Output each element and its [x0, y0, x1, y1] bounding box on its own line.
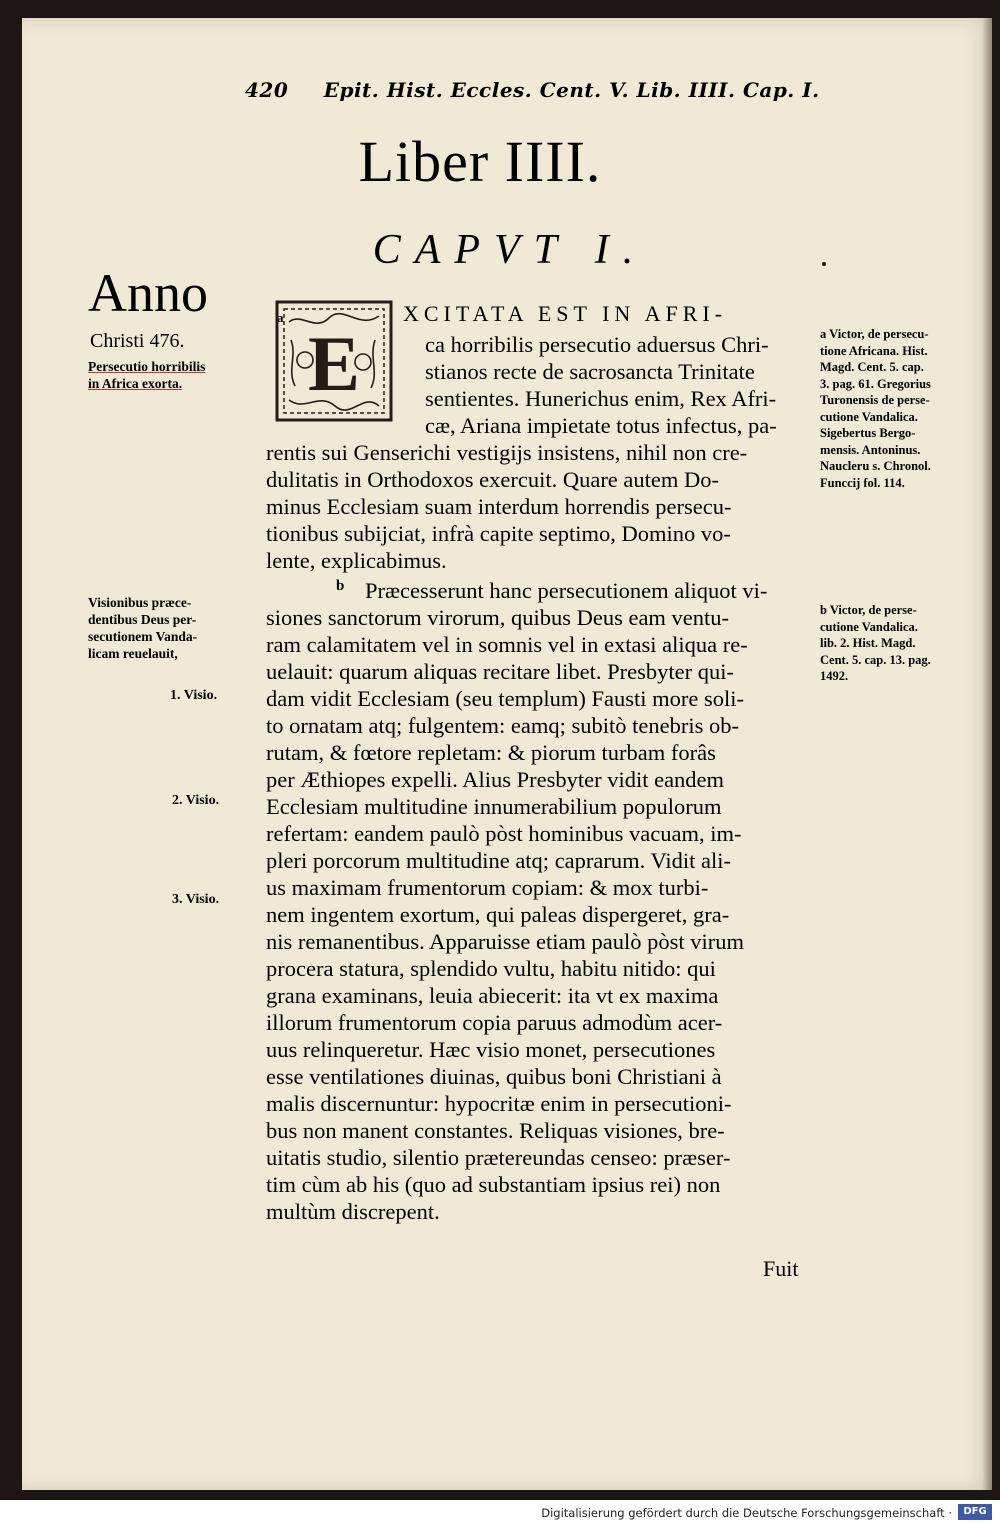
text-line-22: nem ingentem exortum, qui paleas dispergeret, gra- [266, 902, 730, 927]
text-line-25: grana examinans, leuia abiecerit: ita vt ex maxima [266, 983, 719, 1008]
margin-visio-3: 3. Visio. [172, 892, 220, 907]
text-line-16: rutam, & fœtore repletam: & piorum turbam forâs [266, 740, 716, 765]
ref-mark-a: a [277, 310, 284, 325]
year-label: Anno [88, 263, 208, 323]
text-line-10: Præcesserunt hanc persecutionem aliquot vi- [365, 578, 768, 603]
page-number: 420 [245, 78, 289, 102]
text-line-29: malis discernuntur: hypocritæ enim in persecutioni- [266, 1091, 732, 1116]
text-line-17: per Æthiopes expelli. Alius Presbyter vidit eandem [266, 767, 725, 792]
text-line-5: rentis sui Genserichi vestigijs insistens, nihil non cre- [266, 440, 748, 465]
catchword: Fuit [763, 1256, 799, 1281]
book-title: Liber IIII. [358, 129, 602, 194]
text-line-8: tionibus subijciat, infrà capite septimo, Domino vo- [266, 521, 731, 546]
text-line-18: Ecclesiam multitudine innumerabilium populorum [266, 794, 722, 819]
text-line-28: esse ventilationes diuinas, quibus boni Christiani à [266, 1064, 722, 1089]
text-line-15: to ornatam atq; fulgentem: eamq; subitò tenebris ob- [266, 713, 740, 738]
text-line-3: sentientes. Hunerichus enim, Rex Afri- [425, 386, 777, 411]
margin-note-persecution: Persecutio horribilis in Africa exorta. [88, 359, 206, 391]
text-line-32: tim cùm ab his (quo ad substantiam ipsius rei) non [266, 1172, 721, 1197]
text-line-24: procera statura, splendido vultu, habitu nitido: qui [266, 956, 716, 981]
text-line-23: nis remanentibus. Apparuisse etiam paulò pòst virum [266, 929, 745, 954]
running-head [245, 78, 820, 102]
year-sub: Christi 476. [90, 330, 185, 352]
decorated-initial-e [275, 300, 393, 422]
margin-note-visions: Visionibus præce- dentibus Deus per- secutionem Vanda- licam reuelauit, [88, 595, 198, 661]
text-line-9: lente, explicabimus. [266, 548, 447, 573]
running-head-text: Epit. Hist. Eccles. Cent. V. Lib. IIII. Cap. I. [323, 78, 820, 102]
gutter-shadow [982, 18, 992, 1490]
ref-mark-b: b [336, 578, 345, 594]
svg-text:E: E [307, 320, 361, 407]
funding-credit: Digitalisierung gefördert durch die Deutsche Forschungsgemeinschaft · [541, 1506, 952, 1520]
text-line-31: uitatis studio, silentio prætereundas censeo: præser- [266, 1145, 731, 1170]
margin-visio-2: 2. Visio. [172, 793, 220, 808]
text-line-30: bus non manent constantes. Reliquas visiones, bre- [266, 1118, 725, 1143]
margin-note-reference-b: b Victor, de perse- cutione Vandalica. lib. 2. Hist. Magd. Cent. 5. cap. 13. pag. 1492. [820, 603, 931, 683]
opening-line: XCITATA EST IN AFRI- [403, 301, 728, 326]
text-line-33: multùm discrepent. [266, 1199, 440, 1224]
text-line-2: stianos recte de sacrosancta Trinitate [425, 359, 755, 384]
text-line-19: refertam: eandem paulò pòst hominibus vacuam, im- [266, 821, 742, 846]
text-line-26: illorum frumentorum copia paruus admodùm acer- [266, 1010, 723, 1035]
text-line-27: uus relinqueretur. Hæc visio monet, persecutiones [266, 1037, 716, 1062]
text-line-11: siones sanctorum virorum, quibus Deus eam ventu- [266, 605, 730, 630]
text-line-6: dulitatis in Orthodoxos exercuit. Quare autem Do- [266, 467, 720, 492]
text-line-4: cæ, Ariana impietate totus infectus, pa- [425, 413, 777, 438]
text-line-7: minus Ecclesiam suam interdum horrendis persecu- [266, 494, 732, 519]
text-line-13: uelauit: quarum aliquas recitare libet. Presbyter qui- [266, 659, 734, 684]
margin-note-reference-a: a Victor, de persecu- tione Africana. Hist. Magd. Cent. 5. cap. 3. pag. 61. Gregorius Turonensis de perse- cutione Vandalica. Sigebertus Bergo- mensis. Antoninus. Naucleru s. Chronol. Funccij fol. 114. [820, 327, 931, 490]
text-line-14: dam vidit Ecclesiam (seu templum) Fausti more soli- [266, 686, 745, 711]
ink-dot [822, 262, 826, 266]
dfg-logo: DFG [958, 1504, 992, 1520]
margin-visio-1: 1. Visio. [170, 688, 218, 703]
text-line-1: ca horribilis persecutio aduersus Chri- [425, 332, 769, 357]
text-line-20: pleri porcorum multitudine atq; caprarum. Vidit ali- [266, 848, 731, 873]
text-line-21: us maximam frumentorum copiam: & mox turbi- [266, 875, 709, 900]
chapter-title: CAPVT I. [372, 227, 648, 273]
text-line-12: ram calamitatem vel in somnis vel in extasi aliqua re- [266, 632, 748, 657]
